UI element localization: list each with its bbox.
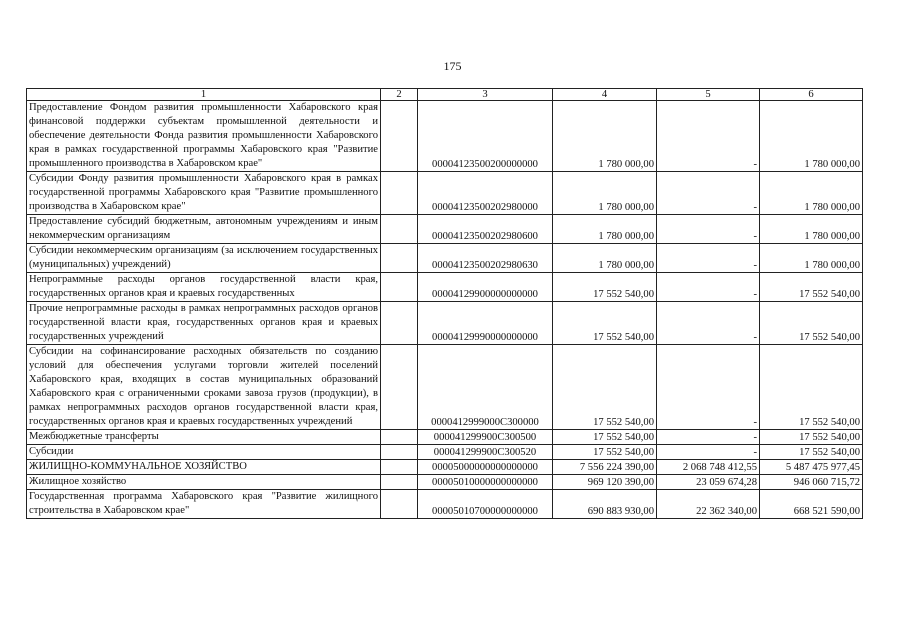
row-col5: - xyxy=(657,172,760,215)
row-col4: 1 780 000,00 xyxy=(553,244,657,273)
row-col2 xyxy=(381,215,418,244)
row-name: Предоставление субсидий бюджетным, автономным учреждениям и иным некоммерческим организациям xyxy=(27,215,381,244)
row-code: 00004123500202980000 xyxy=(418,172,553,215)
row-code: 000041299900С300500 xyxy=(418,430,553,445)
row-name: Государственная программа Хабаровского края "Развитие жилищного строительства в Хабаровском крае" xyxy=(27,490,381,519)
row-col4: 1 780 000,00 xyxy=(553,101,657,172)
row-col2 xyxy=(381,460,418,475)
row-col6: 17 552 540,00 xyxy=(760,430,863,445)
table-row xyxy=(27,172,863,215)
row-col5: 22 362 340,00 xyxy=(657,490,760,519)
row-name: Прочие непрограммные расходы в рамках непрограммных расходов органов государственной власти края, государственных органов края и краевых государственных учреждений xyxy=(27,302,381,345)
row-col6: 5 487 475 977,45 xyxy=(760,460,863,475)
row-col4: 7 556 224 390,00 xyxy=(553,460,657,475)
row-col5: - xyxy=(657,101,760,172)
row-col4: 17 552 540,00 xyxy=(553,430,657,445)
row-col6: 17 552 540,00 xyxy=(760,302,863,345)
row-col4: 17 552 540,00 xyxy=(553,445,657,460)
table-row xyxy=(27,445,863,460)
row-col6: 1 780 000,00 xyxy=(760,172,863,215)
budget-table xyxy=(26,88,863,519)
table-row xyxy=(27,475,863,490)
row-col5: - xyxy=(657,244,760,273)
row-col6: 17 552 540,00 xyxy=(760,445,863,460)
row-col5: - xyxy=(657,430,760,445)
row-col5: 23 059 674,28 xyxy=(657,475,760,490)
header-col-4: 4 xyxy=(553,89,657,101)
header-col-3: 3 xyxy=(418,89,553,101)
row-col5: - xyxy=(657,273,760,302)
row-code: 00005010000000000000 xyxy=(418,475,553,490)
row-col4: 1 780 000,00 xyxy=(553,172,657,215)
row-code: 00004123500200000000 xyxy=(418,101,553,172)
row-col4: 690 883 930,00 xyxy=(553,490,657,519)
header-col-1: 1 xyxy=(27,89,381,101)
row-col6: 946 060 715,72 xyxy=(760,475,863,490)
row-code: 00004123500202980600 xyxy=(418,215,553,244)
row-col4: 1 780 000,00 xyxy=(553,215,657,244)
table-row xyxy=(27,215,863,244)
row-name: Субсидии xyxy=(27,445,381,460)
row-code: 00005010700000000000 xyxy=(418,490,553,519)
table-row xyxy=(27,101,863,172)
header-row xyxy=(27,89,863,101)
row-name: Межбюджетные трансферты xyxy=(27,430,381,445)
row-col4: 17 552 540,00 xyxy=(553,302,657,345)
row-code: 000041299900С300520 xyxy=(418,445,553,460)
row-col6: 17 552 540,00 xyxy=(760,345,863,430)
row-name: Субсидии на софинансирование расходных обязательств по созданию условий для обеспечения услугами торговли жителей поселений Хабаровского края, входящих в состав муниципальных образований Хабаровского края с ограниченными сроками завоза грузов (продукции), в рамках непрограммных расходов органов государственной власти края, государственных органов края и краевых государственных учреждений xyxy=(27,345,381,430)
row-col2 xyxy=(381,475,418,490)
row-col2 xyxy=(381,273,418,302)
table-row xyxy=(27,460,863,475)
row-col2 xyxy=(381,490,418,519)
row-col6: 1 780 000,00 xyxy=(760,215,863,244)
row-col2 xyxy=(381,445,418,460)
row-col6: 1 780 000,00 xyxy=(760,244,863,273)
header-col-5: 5 xyxy=(657,89,760,101)
row-name: Жилищное хозяйство xyxy=(27,475,381,490)
header-col-2: 2 xyxy=(381,89,418,101)
row-col5: - xyxy=(657,445,760,460)
page-number: 175 xyxy=(443,59,462,73)
row-col6: 668 521 590,00 xyxy=(760,490,863,519)
row-code: 00004129900000000000 xyxy=(418,273,553,302)
row-name: Субсидии некоммерческим организациям (за исключением государственных (муниципальных) учреждений) xyxy=(27,244,381,273)
table-row xyxy=(27,244,863,273)
row-code: 0000412999000С300000 xyxy=(418,345,553,430)
row-name: Субсидии Фонду развития промышленности Хабаровского края в рамках государственной программы Хабаровского края "Развитие промышленного производства в Хабаровском крае" xyxy=(27,172,381,215)
row-col4: 17 552 540,00 xyxy=(553,273,657,302)
row-col6: 17 552 540,00 xyxy=(760,273,863,302)
table-row xyxy=(27,430,863,445)
header-col-6: 6 xyxy=(760,89,863,101)
row-col2 xyxy=(381,345,418,430)
row-col5: 2 068 748 412,55 xyxy=(657,460,760,475)
row-col2 xyxy=(381,244,418,273)
row-code: 00005000000000000000 xyxy=(418,460,553,475)
table-row xyxy=(27,345,863,430)
row-col2 xyxy=(381,172,418,215)
row-name: ЖИЛИЩНО-КОММУНАЛЬНОЕ ХОЗЯЙСТВО xyxy=(27,460,381,475)
row-name: Непрограммные расходы органов государственной власти края, государственных органов края и краевых государственных xyxy=(27,273,381,302)
table-row xyxy=(27,273,863,302)
row-col5: - xyxy=(657,215,760,244)
table-row xyxy=(27,490,863,519)
row-col2 xyxy=(381,101,418,172)
row-col5: - xyxy=(657,302,760,345)
row-col2 xyxy=(381,430,418,445)
row-col2 xyxy=(381,302,418,345)
table-row xyxy=(27,302,863,345)
row-code: 00004123500202980630 xyxy=(418,244,553,273)
row-name: Предоставление Фондом развития промышленности Хабаровского края финансовой поддержки субъектам промышленной деятельности и обеспечение деятельности Фонда развития промышленности Хабаровского края в рамках государственной программы Хабаровского края "Развитие промышленного производства в Хабаровском крае" xyxy=(27,101,381,172)
row-col5: - xyxy=(657,345,760,430)
row-col6: 1 780 000,00 xyxy=(760,101,863,172)
row-col4: 969 120 390,00 xyxy=(553,475,657,490)
row-col4: 17 552 540,00 xyxy=(553,345,657,430)
row-code: 00004129990000000000 xyxy=(418,302,553,345)
